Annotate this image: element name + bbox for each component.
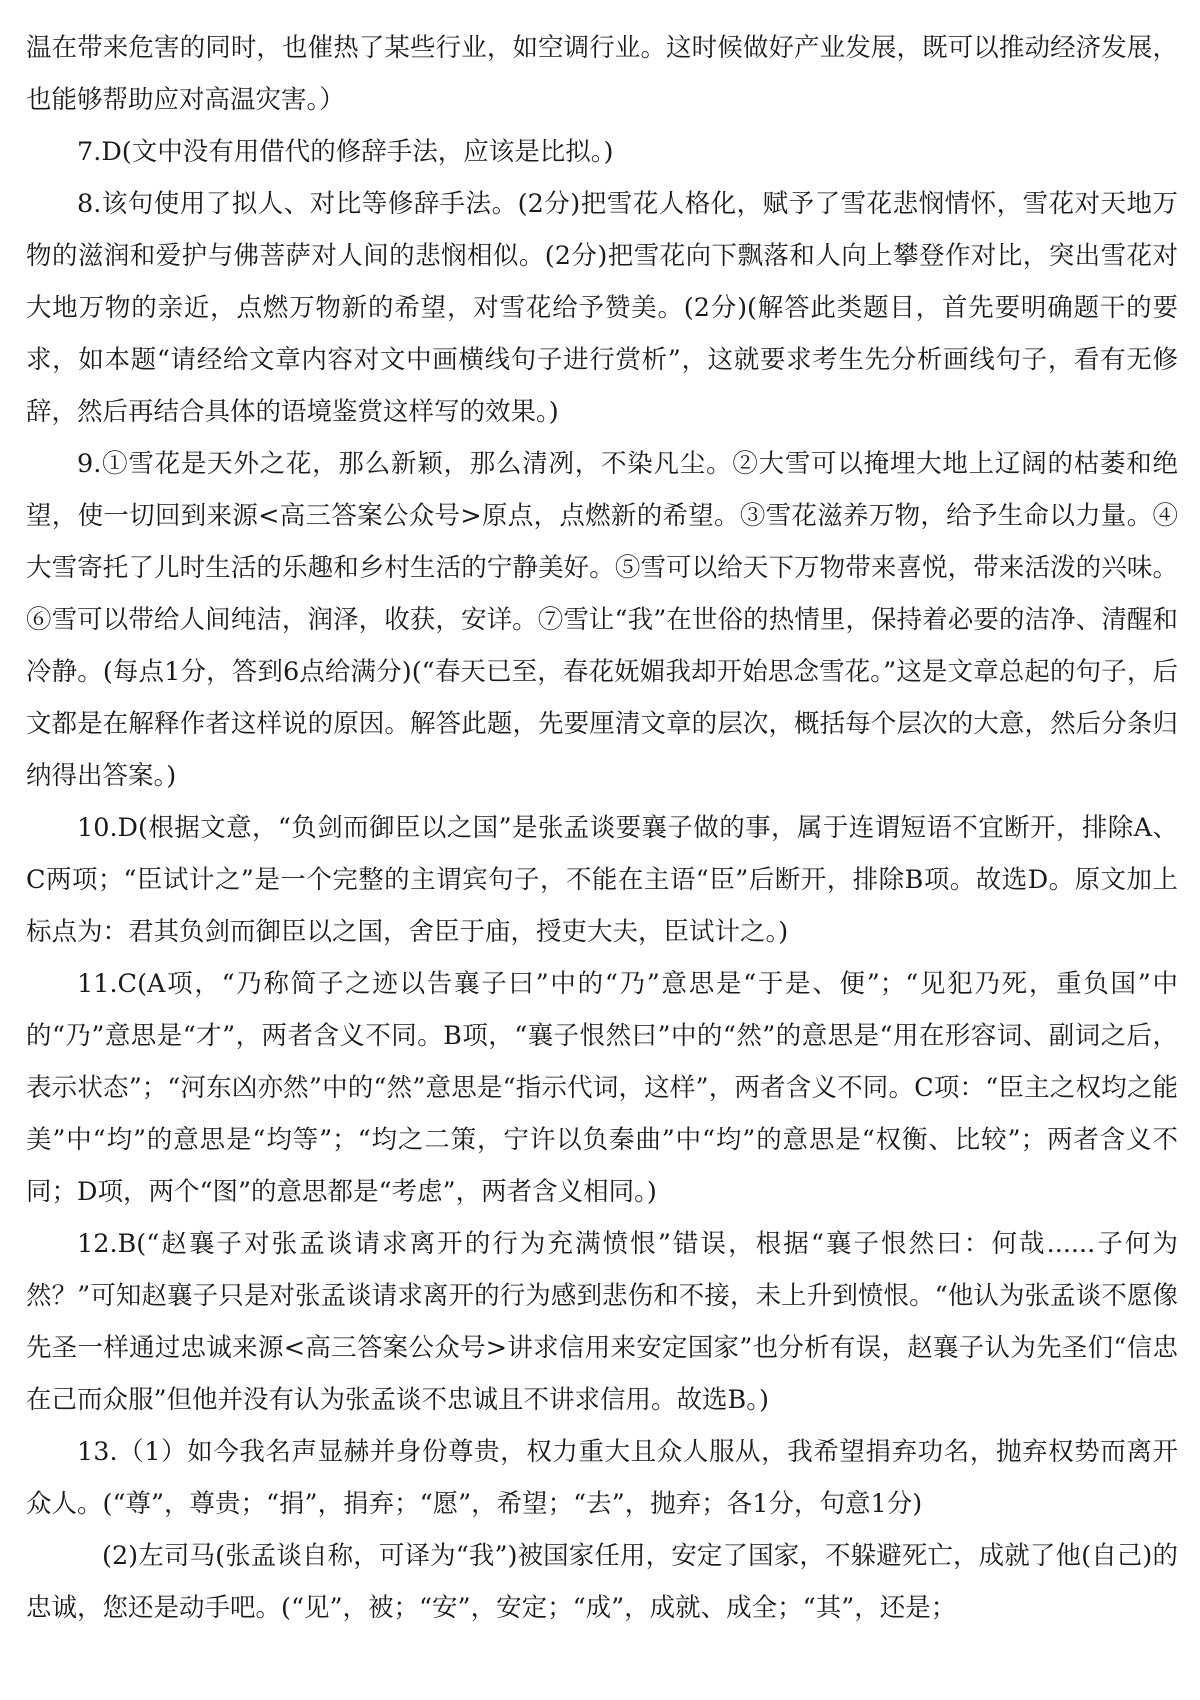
paragraph-continued: 温在带来危害的同时，也催热了某些行业，如空调行业。这时候做好产业发展，既可以推动经济发展，也能够帮助应对高温灾害。）	[26, 33, 1178, 115]
answer-7: 7.D(文中没有用借代的修辞手法，应该是比拟。)	[77, 137, 614, 167]
answer-12: 12.B(“赵襄子对张孟谈请求离开的行为充满愤恨”错误，根据“襄子恨然曰：何哉......子何为然？”可知赵襄子只是对张孟谈请求离开的行为感到悲伤和不接，未上升到愤恨。“他认为张孟谈不愿像先圣一样通过忠诚来源<高三答案公众号>讲求信用来安定国家”也分析有误，赵襄子认为先圣们“信忠在己而众服”但他并没有认为张孟谈不忠诚且不讲求信用。故选B。)	[26, 1229, 1178, 1415]
answer-13-part-1: 13.（1）如今我名声显赫并身份尊贵，权力重大且众人服从，我希望捐弃功名，抛弃权势而离开众人。(“尊”，尊贵；“捐”，捐弃；“愿”，希望；“去”，抛弃；各1分，句意1分)	[26, 1437, 1178, 1519]
answer-10: 10.D(根据文意，“负剑而御臣以之国”是张孟谈要襄子做的事，属于连谓短语不宜断开，排除A、C两项；“臣试计之”是一个完整的主谓宾句子，不能在主语“臣”后断开，排除B项。故选D。原文加上标点为：君其负剑而御臣以之国，舍臣于庙，授吏大夫，臣试计之。)	[26, 813, 1178, 947]
answer-13-part-2: (2)左司马(张孟谈自称，可译为“我”)被国家任用，安定了国家，不躲避死亡，成就了他(自己)的忠诚，您还是动手吧。(“见”，被；“安”，安定；“成”，成就、成全；“其”，还是；	[26, 1541, 1178, 1623]
answer-8: 8.该句使用了拟人、对比等修辞手法。(2分)把雪花人格化，赋予了雪花悲悯情怀，雪花对天地万物的滋润和爱护与佛菩萨对人间的悲悯相似。(2分)把雪花向下飘落和人向上攀登作对比，突出雪花对大地万物的亲近，点燃万物新的希望，对雪花给予赞美。(2分)(解答此类题目，首先要明确题干的要求，如本题“请经给文章内容对文中画横线句子进行赏析”，这就要求考生先分析画线句子，看有无修辞，然后再结合具体的语境鉴赏这样写的效果。)	[26, 189, 1178, 427]
answer-11: 11.C(A项，“乃称简子之迹以告襄子曰”中的“乃”意思是“于是、便”；“见犯乃死，重负国”中的“乃”意思是“才”，两者含义不同。B项，“襄子恨然曰”中的“然”的意思是“用在形容词、副词之后，表示状态”；“河东凶亦然”中的“然”意思是“指示代词，这样”，两者含义不同。C项：“臣主之权均之能美”中“均”的意思是“均等”；“均之二策，宁许以负秦曲”中“均”的意思是“权衡、比较”；两者含义不同；D项，两个“图”的意思都是“考虑”，两者含义相同。)	[26, 969, 1178, 1207]
answer-9: 9.①雪花是天外之花，那么新颖，那么清冽，不染凡尘。②大雪可以掩埋大地上辽阔的枯萎和绝望，使一切回到来源<高三答案公众号>原点，点燃新的希望。③雪花滋养万物，给予生命以力量。④大雪寄托了儿时生活的乐趣和乡村生活的宁静美好。⑤雪可以给天下万物带来喜悦，带来活泼的兴味。⑥雪可以带给人间纯洁，润泽，收获，安详。⑦雪让“我”在世俗的热情里，保持着必要的洁净、清醒和冷静。(每点1分，答到6点给满分)(“春天已至，春花妩媚我却开始思念雪花。”这是文章总起的句子，后文都是在解释作者这样说的原因。解答此题，先要厘清文章的层次，概括每个层次的大意，然后分条归纳得出答案。)	[26, 449, 1178, 791]
